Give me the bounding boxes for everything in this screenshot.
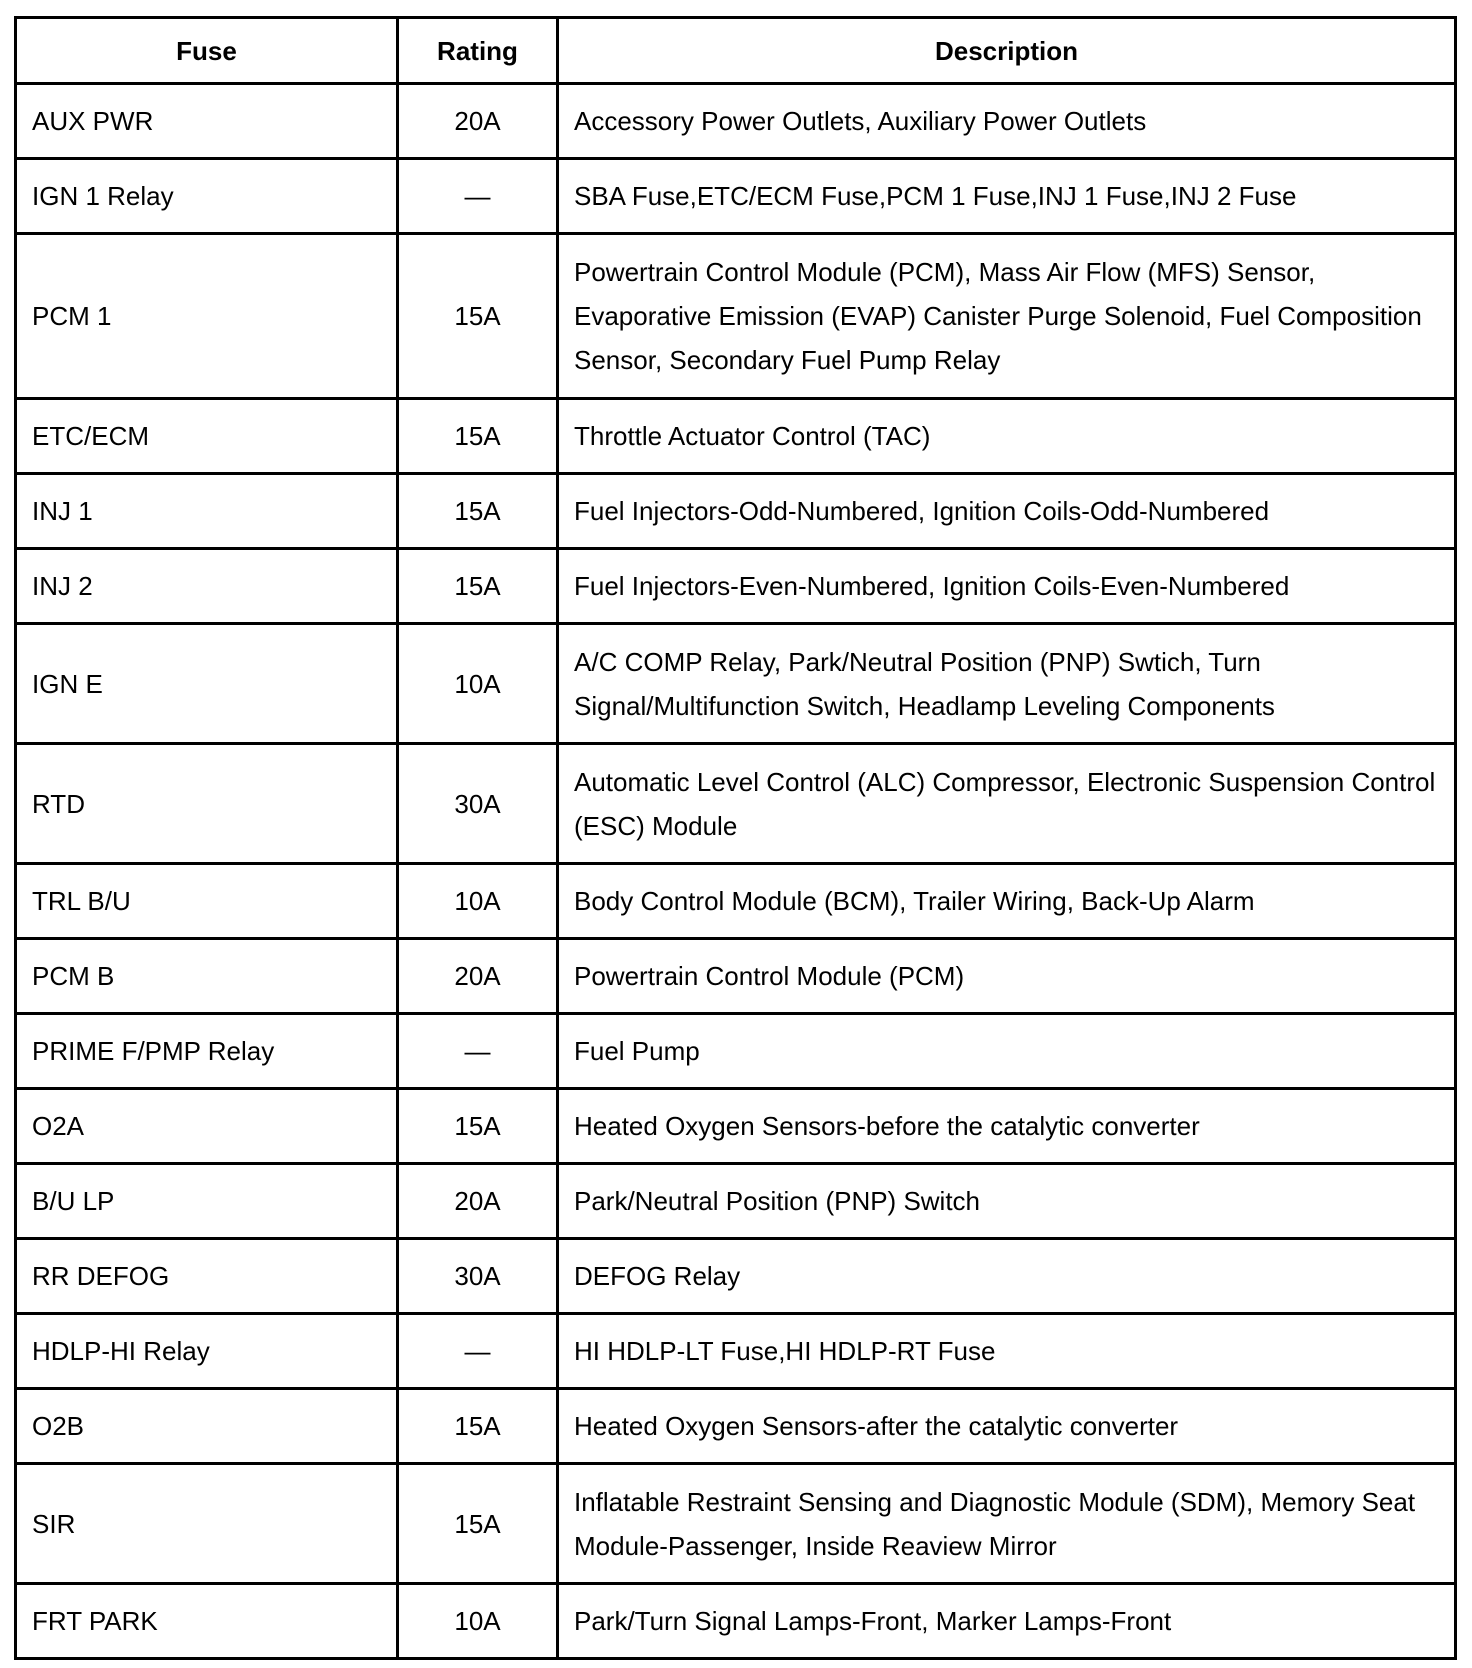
cell-rating: 15A [398, 1089, 558, 1164]
table-row [16, 1089, 1456, 1164]
table-row [16, 1584, 1456, 1659]
cell-rating: 15A [398, 399, 558, 474]
table-row [16, 1164, 1456, 1239]
table-row [16, 1239, 1456, 1314]
cell-rating: 30A [398, 1239, 558, 1314]
cell-rating: 15A [398, 474, 558, 549]
cell-fuse: IGN E [16, 624, 398, 744]
cell-rating: 20A [398, 84, 558, 159]
cell-rating: 10A [398, 624, 558, 744]
cell-description: SBA Fuse,ETC/ECM Fuse,PCM 1 Fuse,INJ 1 Fuse,INJ 2 Fuse [558, 159, 1456, 234]
cell-description: Automatic Level Control (ALC) Compressor, Electronic Suspension Control (ESC) Module [558, 744, 1456, 864]
cell-fuse: SIR [16, 1464, 398, 1584]
table-row [16, 159, 1456, 234]
cell-rating: 10A [398, 864, 558, 939]
cell-description: Fuel Pump [558, 1014, 1456, 1089]
cell-fuse: FRT PARK [16, 1584, 398, 1659]
table-row [16, 234, 1456, 399]
cell-fuse: HDLP-HI Relay [16, 1314, 398, 1389]
table-row [16, 399, 1456, 474]
cell-description: A/C COMP Relay, Park/Neutral Position (PNP) Swtich, Turn Signal/Multifunction Switch, Headlamp Leveling Components [558, 624, 1456, 744]
cell-description: Park/Turn Signal Lamps-Front, Marker Lamps-Front [558, 1584, 1456, 1659]
cell-description: Heated Oxygen Sensors-before the catalytic converter [558, 1089, 1456, 1164]
header-fuse: Fuse [16, 18, 398, 84]
cell-rating: 15A [398, 549, 558, 624]
cell-description: Throttle Actuator Control (TAC) [558, 399, 1456, 474]
cell-description: Inflatable Restraint Sensing and Diagnostic Module (SDM), Memory Seat Module-Passenger, Inside Reaview Mirror [558, 1464, 1456, 1584]
header-row [16, 18, 1456, 84]
cell-rating: 10A [398, 1584, 558, 1659]
cell-description: Powertrain Control Module (PCM), Mass Air Flow (MFS) Sensor, Evaporative Emission (EVAP) Canister Purge Solenoid, Fuel Composition Sensor, Secondary Fuel Pump Relay [558, 234, 1456, 399]
cell-fuse: O2B [16, 1389, 398, 1464]
table-row [16, 1014, 1456, 1089]
cell-rating: — [398, 159, 558, 234]
cell-fuse: PRIME F/PMP Relay [16, 1014, 398, 1089]
cell-description: Heated Oxygen Sensors-after the catalytic converter [558, 1389, 1456, 1464]
cell-description: DEFOG Relay [558, 1239, 1456, 1314]
cell-description: Park/Neutral Position (PNP) Switch [558, 1164, 1456, 1239]
cell-rating: 15A [398, 1389, 558, 1464]
cell-fuse: B/U LP [16, 1164, 398, 1239]
cell-fuse: INJ 1 [16, 474, 398, 549]
cell-description: Fuel Injectors-Odd-Numbered, Ignition Coils-Odd-Numbered [558, 474, 1456, 549]
cell-fuse: RTD [16, 744, 398, 864]
cell-fuse: PCM 1 [16, 234, 398, 399]
cell-rating: 30A [398, 744, 558, 864]
cell-rating: 20A [398, 1164, 558, 1239]
cell-fuse: RR DEFOG [16, 1239, 398, 1314]
table-row [16, 1314, 1456, 1389]
cell-description: Powertrain Control Module (PCM) [558, 939, 1456, 1014]
cell-rating: — [398, 1014, 558, 1089]
table-row [16, 624, 1456, 744]
table-row [16, 1464, 1456, 1584]
table-row [16, 84, 1456, 159]
cell-fuse: TRL B/U [16, 864, 398, 939]
table-row [16, 864, 1456, 939]
cell-fuse: AUX PWR [16, 84, 398, 159]
cell-description: Body Control Module (BCM), Trailer Wiring, Back-Up Alarm [558, 864, 1456, 939]
cell-fuse: PCM B [16, 939, 398, 1014]
fuse-table [14, 16, 1457, 1660]
cell-fuse: INJ 2 [16, 549, 398, 624]
cell-description: HI HDLP-LT Fuse,HI HDLP-RT Fuse [558, 1314, 1456, 1389]
cell-rating: — [398, 1314, 558, 1389]
header-rating: Rating [398, 18, 558, 84]
table-row [16, 549, 1456, 624]
cell-rating: 15A [398, 1464, 558, 1584]
cell-rating: 15A [398, 234, 558, 399]
cell-rating: 20A [398, 939, 558, 1014]
table-row [16, 744, 1456, 864]
cell-description: Fuel Injectors-Even-Numbered, Ignition Coils-Even-Numbered [558, 549, 1456, 624]
cell-fuse: O2A [16, 1089, 398, 1164]
cell-fuse: IGN 1 Relay [16, 159, 398, 234]
table-row [16, 1389, 1456, 1464]
table-row [16, 939, 1456, 1014]
table-row [16, 474, 1456, 549]
cell-fuse: ETC/ECM [16, 399, 398, 474]
header-description: Description [558, 18, 1456, 84]
cell-description: Accessory Power Outlets, Auxiliary Power Outlets [558, 84, 1456, 159]
